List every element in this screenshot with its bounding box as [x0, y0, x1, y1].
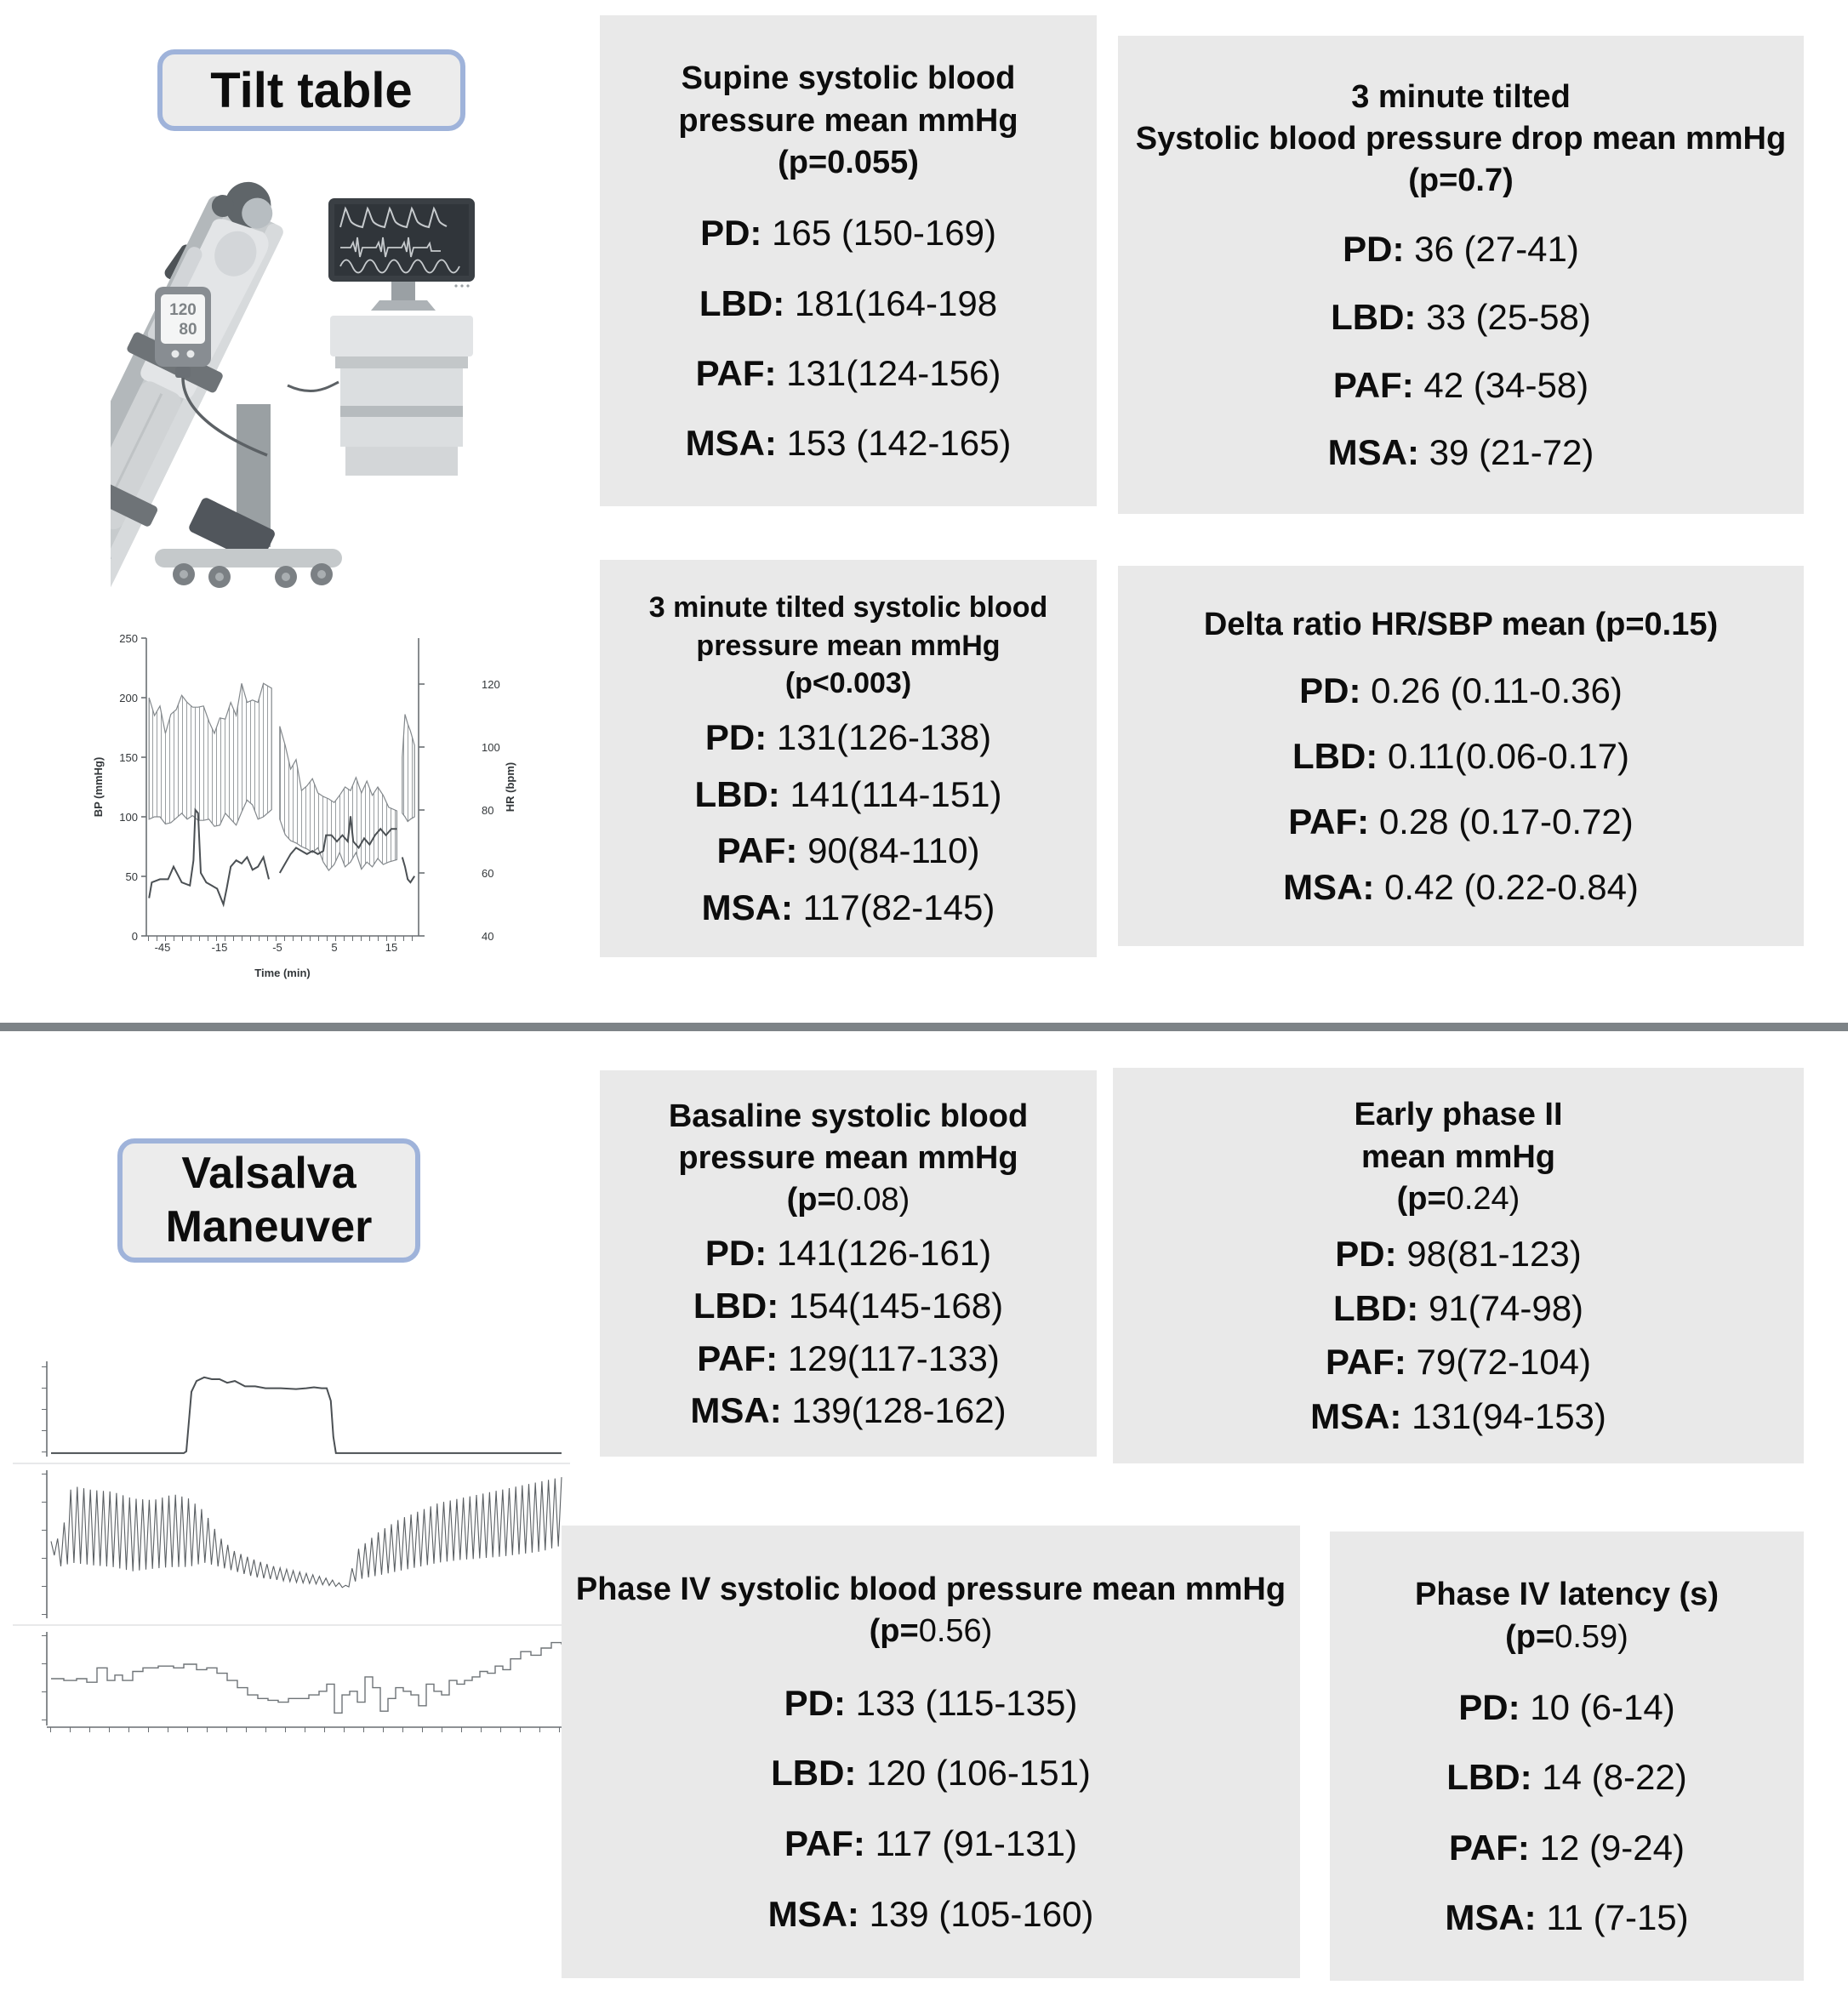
stat-row-paf: PAF: 90(84-110): [716, 830, 980, 871]
stat-row-paf: PAF: 117 (91-131): [784, 1823, 1077, 1864]
stat-box-tilt-sbp-drop: [1118, 36, 1804, 514]
stat-box-delta-ratio: [1118, 566, 1804, 946]
stat-row-paf: PAF: 42 (34-58): [1332, 364, 1589, 405]
stat-box-phase4-latency: [1330, 1531, 1804, 1981]
bp-tick: 150: [119, 751, 138, 764]
stat-row-pd: PD: 98(81-123): [1335, 1234, 1582, 1275]
stat-row-pd: PD: 141(126-161): [704, 1233, 992, 1274]
bp-tick: 100: [119, 811, 138, 824]
time-axis-label: Time (min): [254, 967, 311, 979]
stat-row-msa: MSA: 39 (21-72): [1327, 432, 1594, 473]
series-HR-recovery: [402, 858, 414, 883]
bp-tick: 50: [125, 870, 138, 883]
time-tick: -15: [211, 941, 228, 954]
tilt-bp-hr-chart: [78, 631, 538, 989]
box-title: Supine systolic blood pressure mean mmHg (p=0.055): [678, 60, 1018, 180]
bp-axis-label: BP (mmHg): [92, 756, 105, 818]
stat-row-lbd: LBD: 91(74-98): [1332, 1287, 1584, 1328]
stat-box-tilt-sbp: [600, 560, 1097, 957]
stat-row-pd: PD: 0.26 (0.11-0.36): [1299, 670, 1623, 711]
tilt-table-section-label: [157, 49, 465, 131]
stat-row-lbd: LBD: 14 (8-22): [1446, 1757, 1687, 1798]
box-title: 3 minute tilted Systolic blood pressure drop mean mmHg (p=0.7): [1135, 78, 1787, 199]
stat-row-paf: PAF: 79(72-104): [1325, 1342, 1591, 1383]
valsalva-trace-figure: [13, 1336, 574, 1761]
box-title: 3 minute tilted systolic blood pressure mean mmHg (p<0.003): [648, 591, 1048, 699]
stat-row-pd: PD: 131(126-138): [704, 717, 992, 758]
bp-tick: 250: [119, 632, 138, 645]
hr-tick: 80: [482, 804, 494, 817]
stat-row-pd: PD: 36 (27-41): [1343, 229, 1579, 270]
tilt-chart-plot-area: [149, 683, 414, 904]
stat-row-lbd: LBD: 181(164-198: [699, 282, 998, 323]
time-tick: 15: [385, 941, 398, 954]
stat-row-msa: MSA: 11 (7-15): [1445, 1896, 1689, 1937]
bp-diastolic-reading: 80: [179, 321, 197, 339]
valsalva-plot-area: [51, 1377, 562, 1714]
stat-box-early-phase2: [1113, 1068, 1804, 1463]
box-title: Basaline systolic blood pressure mean mmHg (p=0.08): [668, 1098, 1029, 1218]
tilt-table-illustration: [111, 174, 485, 591]
valsalva-label-line1: Valsalva: [181, 1148, 356, 1198]
stat-row-msa: MSA: 139(128-162): [690, 1390, 1007, 1431]
tilt-table-base: [155, 549, 342, 588]
series-heart-rate-steps: [51, 1643, 562, 1714]
stat-box-supine-sbp: [600, 15, 1097, 506]
hr-tick: 60: [482, 867, 494, 880]
stat-row-msa: MSA: 139 (105-160): [767, 1894, 1094, 1935]
stat-row-lbd: LBD: 120 (106-151): [771, 1753, 1091, 1794]
ecg-monitor-screen: [334, 204, 469, 276]
stat-row-lbd: LBD: 0.11(0.06-0.17): [1292, 736, 1630, 777]
valsalva-section-label: [117, 1138, 420, 1263]
series-HR-supine: [149, 810, 269, 904]
box-title: Phase IV systolic blood pressure mean mmHg (p=0.56): [575, 1571, 1286, 1650]
time-tick: -5: [272, 941, 282, 954]
bp-monitor-button: [172, 351, 180, 358]
stat-row-paf: PAF: 0.28 (0.17-0.72): [1288, 801, 1634, 842]
section-divider: [0, 1023, 1848, 1031]
stat-row-lbd: LBD: 154(145-168): [693, 1286, 1004, 1326]
tilt-table-label-text: Tilt table: [210, 62, 413, 118]
series-supine-BP-band: [149, 683, 271, 826]
hr-axis-label: HR (bpm): [504, 761, 516, 813]
time-tick: -45: [154, 941, 171, 954]
stat-row-pd: PD: 133 (115-135): [784, 1682, 1078, 1723]
stat-row-lbd: LBD: 33 (25-58): [1331, 297, 1591, 338]
hr-tick: 40: [482, 930, 494, 943]
stat-row-pd: PD: 10 (6-14): [1458, 1687, 1675, 1728]
monitor-cable: [288, 382, 339, 391]
stat-row-msa: MSA: 0.42 (0.22-0.84): [1283, 867, 1639, 907]
ecg-monitor: [328, 198, 475, 288]
box-title: Early phase II mean mmHg (p=0.24): [1354, 1097, 1563, 1218]
stat-row-lbd: LBD: 141(114-151): [694, 773, 1002, 814]
monitor-cart: [288, 282, 473, 476]
stat-row-pd: PD: 165 (150-169): [700, 213, 996, 254]
stat-row-paf: PAF: 129(117-133): [697, 1338, 1000, 1378]
hr-tick: 120: [482, 678, 500, 691]
stat-row-msa: MSA: 153 (142-165): [685, 422, 1012, 463]
stat-row-paf: PAF: 12 (9-24): [1449, 1827, 1685, 1868]
hr-tick: 100: [482, 741, 500, 754]
stat-row-msa: MSA: 117(82-145): [701, 887, 995, 927]
bp-systolic-reading: 120: [169, 301, 197, 319]
stat-box-phase4-sbp: [562, 1526, 1300, 1978]
stat-row-msa: MSA: 131(94-153): [1310, 1395, 1606, 1436]
bp-tick: 200: [119, 692, 138, 704]
series-expiratory-pressure: [51, 1377, 562, 1453]
series-arterial-BP: [51, 1477, 562, 1588]
series-recovery-BP-band: [402, 715, 414, 822]
box-title: Delta ratio HR/SBP mean (p=0.15): [1203, 606, 1719, 642]
time-tick: 5: [331, 941, 338, 954]
stat-box-baseline-sbp: [600, 1070, 1097, 1457]
stat-row-paf: PAF: 131(124-156): [695, 352, 1001, 393]
box-title: Phase IV latency (s) (p=0.59): [1415, 1577, 1719, 1655]
bp-monitor-button: [187, 351, 195, 358]
bp-tick: 0: [131, 930, 138, 943]
valsalva-label-line2: Maneuver: [165, 1202, 373, 1252]
